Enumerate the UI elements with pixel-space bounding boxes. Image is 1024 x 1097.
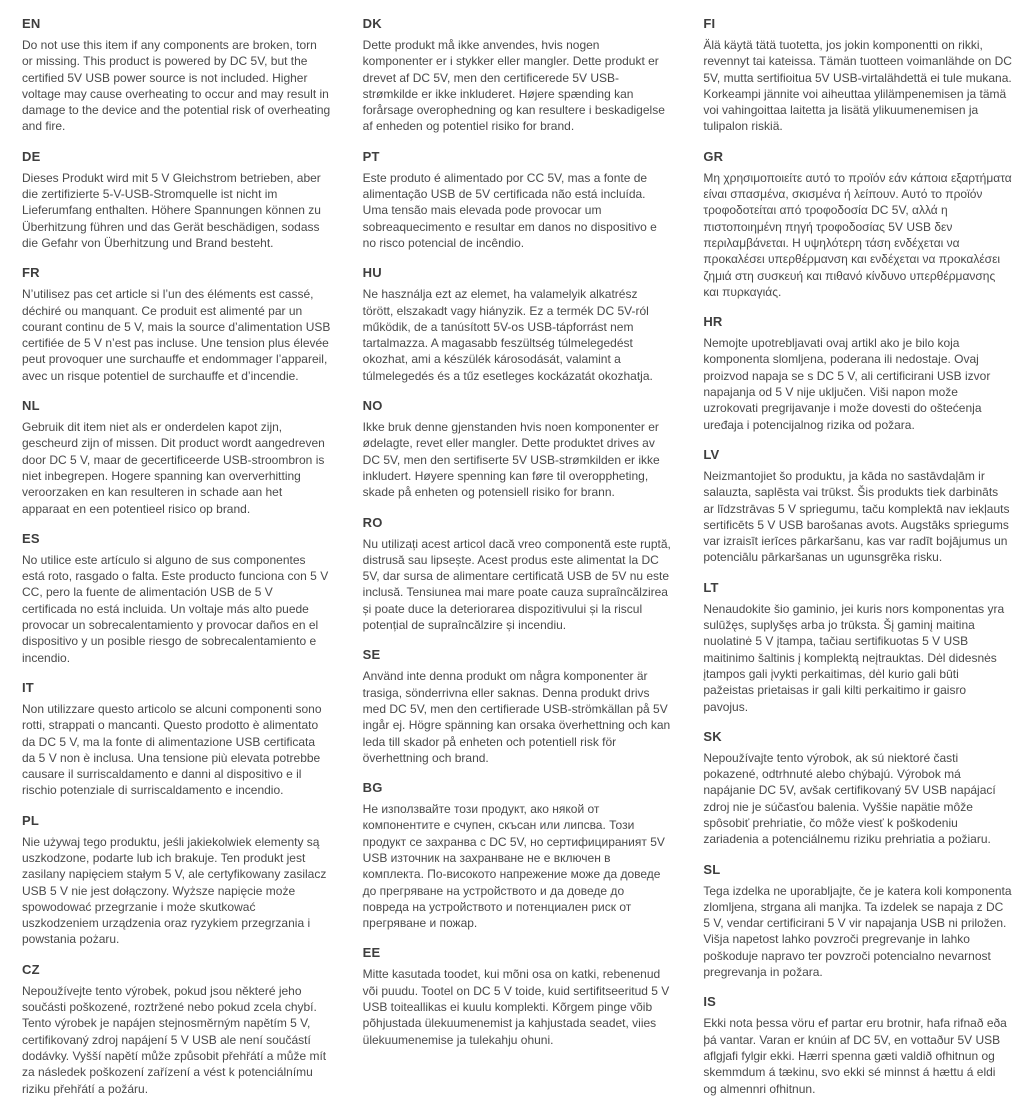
language-section-pl bbox=[22, 813, 331, 948]
language-code-heading: HU bbox=[362, 265, 382, 281]
language-section-pt bbox=[363, 149, 672, 251]
language-section-ee bbox=[363, 945, 672, 1047]
language-warning-text: Nepoužívajte tento výrobok, ak sú niektoré časti pokazené, odtrhnuté alebo chýbajú. Výrobok má napájanie DC 5V, avšak certifikovaný 5V USB napájací zdroj nie je súčasťou balenia. Vyššie napätie môže spôsobiť prehriatie, čo môže viesť k poškodeniu zariadenia a potenciálnemu riziku prehriatia a požiaru. bbox=[703, 750, 996, 847]
language-warning-text: Dette produkt må ikke anvendes, hvis nogen komponenter er i stykker eller mangler. Dette produkt er drevet af DC 5V, men den certificerede 5V USB-strømkilde er ikke inkluderet. Højere spænding kan forårsage overophedning og kan resultere i beskadigelse af enheden og potentiel risiko for brand. bbox=[362, 38, 665, 134]
language-warning-text: Не използвайте този продукт, ако някой от компонентите е счупен, скъсан или липсва. Този продукт се захранва с DC 5V, но сертифицираният 5V USB източник на захранване не е включен в комплекта. По-високото напрежение може да доведе до прегряване на устройството и да доведе до повреда на устройството и потенциален риск от прегряване и пожар. bbox=[362, 802, 665, 931]
language-warning-text: Neizmantojiet šo produktu, ja kāda no sastāvdaļām ir salauzta, saplēsta vai trūkst. Šis produkts tiek darbināts ar līdzstrāvas 5 V spriegumu, taču komplektā nav iekļauts sertificēts 5 V USB barošanas avots. Augstāks spriegums var izraisīt ierīces pārkaršanu, kas var radīt bojājumus un potenciālu pārkaršanas un ugunsgrēka risku. bbox=[703, 468, 1010, 565]
language-code-heading: PT bbox=[362, 148, 380, 164]
language-code-heading: EN bbox=[22, 16, 41, 31]
language-section-hr bbox=[703, 314, 1012, 433]
language-code-heading: HR bbox=[703, 314, 723, 330]
language-warning-text: Tega izdelka ne uporabljajte, če je katera koli komponenta zlomljena, strgana ali manjka. Ta izdelek se napaja z DC 5 V, vendar certificirani 5 V vir napajanja USB ni priložen. Višja napetost lahko povzroči pregrevanje in lahko poškoduje napravo ter povzroči potencialno nevarnost pregrevanja in požara. bbox=[703, 883, 1012, 980]
language-section-ro bbox=[363, 515, 672, 634]
column-2 bbox=[362, 16, 672, 1047]
column-1 bbox=[22, 16, 331, 1096]
language-section-is bbox=[703, 994, 1012, 1096]
language-code-heading: DE bbox=[22, 148, 41, 164]
language-warning-text: Nu utilizați acest articol dacă vreo componentă este ruptă, distrusă sau lipsește. Acest produs este alimentat la DC 5V, dar sursa de alimentare certificată USB de 5V nu este inclusă. Tensiunea mai mare poate cauza supraîncălzirea și poate duce la deteriorarea dispozitivului și la riscul potențial de supraîncălzire și incendiu. bbox=[362, 536, 671, 633]
language-code-heading: NO bbox=[362, 398, 383, 414]
language-code-heading: NL bbox=[22, 398, 40, 414]
language-code-heading: SE bbox=[362, 647, 381, 663]
language-warning-text: Μη χρησιμοποιείτε αυτό το προϊόν εάν κάποια εξαρτήματα είναι σπασμένα, σκισμένα ή λείπουν. Αυτό το προϊόν τροφοδοτείται από τροφοδοσία DC 5V, αλλά η πιστοποιημένη πηγή τροφοδοσίας 5V USB δεν περιλαμβάνεται. Η υψηλότερη τάση ενδέχεται να προκαλέσει υπερθέρμανση και ενδέχεται να προκαλέσει ζημιά στη συσκευή και πιθανό κίνδυνο υπερθέρμανσης και πυρκαγιάς. bbox=[703, 170, 1012, 299]
language-warning-text: Nie używaj tego produktu, jeśli jakiekolwiek elementy są uszkodzone, podarte lub ich brakuje. Ten produkt jest zasilany napięciem stałym 5 V, ale certyfikowany zasilacz USB 5 V nie jest dołączony. Wyższe napięcie może spowodować przegrzanie i może skutkować uszkodzeniem urządzenia oraz ryzykiem przegrzania i powstania pożaru. bbox=[22, 834, 327, 947]
language-section-se bbox=[363, 647, 672, 766]
language-warning-text: Älä käytä tätä tuotetta, jos jokin komponentti on rikki, revennyt tai kateissa. Tämän tuotteen voimanlähde on DC 5V, mutta sertifioitua 5V USB-virtalähdettä ei tule mukana. Korkeampi jännite voi aiheuttaa ylilämpenemisen ja tämä voi vahingoittaa laitetta ja lisätä ylikuumenemisen ja tulipalon riskiä. bbox=[703, 38, 1012, 134]
language-warning-text: No utilice este artículo si alguno de sus componentes está roto, rasgado o falta. Este producto funciona con 5 V CC, pero la fuente de alimentación USB de 5 V certificada no está incluida. Un voltaje más alto puede provocar un sobrecalentamiento y provocar daños en el dispositivo y un posible riesgo de sobrecalentamiento e incendio. bbox=[22, 552, 329, 665]
language-warning-text: Ekki nota þessa vöru ef partar eru brotnir, hafa rifnað eða þá vantar. Varan er knúin af DC 5V, en vottaður 5V USB aflgjafi fylgir ekki. Hærri spenna gæti valdið ofhitnun og skemmdum á tækinu, svo ekki sé minnst á hættu á eldi og almennri ofhitnun. bbox=[703, 1016, 1007, 1096]
language-section-fi bbox=[703, 16, 1012, 135]
language-code-heading: IT bbox=[22, 679, 34, 695]
language-section-lt bbox=[703, 580, 1012, 715]
language-warning-text: Ne használja ezt az elemet, ha valamelyik alkatrész törött, elszakadt vagy hiányzik. Ez a termék DC 5V-ról működik, de a tanúsított 5V-os USB-tápforrást nem tartalmazza. A magasabb feszültség túlmelegedést okozhat, ami a készülék károsodását, valamint a túlmelegedés és a tűz esetleges kockázatát okozhatja. bbox=[362, 287, 653, 383]
language-warning-text: Nepoužívejte tento výrobek, pokud jsou některé jeho součásti poškozené, roztržené nebo pokud zcela chybí. Tento výrobek je napájen stejnosměrným napětím 5 V, certifikovaný zdroj napájení 5 V USB ale není součástí dodávky. Vyšší napětí může způsobit přehřátí a může mít za následek poškození zařízení a vést k potenciálnímu riziku přehřátí a požáru. bbox=[22, 983, 327, 1096]
language-warning-text: Mitte kasutada toodet, kui mõni osa on katki, rebenenud või puudu. Tootel on DC 5 V toide, kuid sertifitseeritud 5 V USB toiteallikas ei kuulu komplekti. Kõrgem pinge võib põhjustada ülekuumenemist ja kahjustada seadet, viies ülekuumenemise ja tulekahju ohuni. bbox=[362, 967, 670, 1047]
language-warning-text: Nenaudokite šio gaminio, jei kuris nors komponentas yra sulūžęs, suplyšęs arba jo trūksta. Šį gaminį maitina nuolatinė 5 V įtampa, tačiau sertifikuotas 5 V USB maitinimo šaltinis į komplektą neįtrauktas. Dėl didesnės įtampos gali įvykti perkaitimas, dėl kurio gali būti pažeistas prietaisas ir gali kilti perkaitimo ir gaisro pavojus. bbox=[703, 601, 1005, 714]
language-code-heading: FI bbox=[703, 16, 716, 31]
language-code-heading: LV bbox=[703, 446, 720, 462]
language-warning-text: N’utilisez pas cet article si l’un des éléments est cassé, déchiré ou manquant. Ce produit est alimenté par un courant continu de 5 V, mais la source d’alimentation USB certifiée de 5 V n’est pas incluse. Une tension plus élevée peut provoquer une surchauffe et endommager l’appareil, avec un risque potentiel de surchauffe et d’incendie. bbox=[22, 287, 331, 383]
language-warning-text: Este produto é alimentado por CC 5V, mas a fonte de alimentação USB de 5V certificada não está incluída. Uma tensão mais elevada pode provocar um sobreaquecimento e resultar em danos no dispositivo e no risco potencial de incêndio. bbox=[362, 170, 657, 250]
language-code-heading: SL bbox=[703, 861, 721, 877]
language-section-fr bbox=[22, 265, 331, 384]
language-code-heading: DK bbox=[362, 16, 382, 31]
language-warning-text: Dieses Produkt wird mit 5 V Gleichstrom betrieben, aber die zertifizierte 5-V-USB-Stromquelle ist nicht im Lieferumfang enthalten. Höhere Spannungen können zu Überhitzung führen und das Gerät beschädigen, sodass die Gefahr von Überhitzung und Brand besteht. bbox=[22, 170, 321, 250]
language-warning-text: Nemojte upotrebljavati ovaj artikl ako je bilo koja komponenta slomljena, poderana ili nedostaje. Ovaj proizvod napaja se s DC 5 V, ali certificirani USB izvor napajanja od 5 V nije uključen. Viši napon može uzrokovati pregrijavanje i može dovesti do oštećenja uređaja i potencijalnog rizika od požara. bbox=[703, 336, 991, 432]
language-code-heading: FR bbox=[22, 265, 40, 281]
language-section-de bbox=[22, 149, 331, 251]
language-section-gr bbox=[703, 149, 1012, 300]
language-warning-text: Ikke bruk denne gjenstanden hvis noen komponenter er ødelagte, revet eller mangler. Dette produktet drives av DC 5V, men den sertifiserte 5V USB-strømkilden er ikke inkludert. Høyere spenning kan føre til overoppheting, skade på enheten og potensiell risiko for brann. bbox=[362, 420, 660, 500]
language-section-cz bbox=[22, 962, 331, 1097]
language-section-sk bbox=[703, 729, 1012, 848]
language-section-nl bbox=[22, 398, 331, 517]
language-code-heading: EE bbox=[362, 945, 381, 961]
language-code-heading: BG bbox=[362, 780, 383, 796]
language-section-en bbox=[22, 16, 331, 135]
language-code-heading: CZ bbox=[22, 961, 40, 977]
language-code-heading: GR bbox=[703, 148, 724, 164]
language-code-heading: RO bbox=[362, 514, 383, 530]
language-code-heading: LT bbox=[703, 579, 719, 595]
language-warning-text: Använd inte denna produkt om några komponenter är trasiga, sönderrivna eller saknas. Denna produkt drivs med DC 5V, men den certifierade USB-strömkällan på 5V ingår ej. Högre spänning kan orsaka överhettning och kan leda till skador på enheten och potentiell risk för överhettning och brand. bbox=[362, 669, 671, 765]
language-warning-text: Gebruik dit item niet als er onderdelen kapot zijn, gescheurd zijn of missen. Dit product wordt aangedreven door DC 5 V, maar de gecertificeerde USB-stroombron is niet inbegrepen. Hogere spanning kan oververhitting veroorzaken en kan resulteren in schade aan het apparaat en een potentieel risico op brand. bbox=[22, 420, 325, 516]
language-section-it bbox=[22, 680, 331, 799]
language-code-heading: ES bbox=[22, 530, 40, 546]
language-code-heading: SK bbox=[703, 728, 722, 744]
language-code-heading: IS bbox=[703, 994, 717, 1010]
language-code-heading: PL bbox=[22, 812, 40, 828]
language-section-dk bbox=[363, 16, 672, 135]
language-section-sl bbox=[703, 862, 1012, 981]
language-warning-text: Non utilizzare questo articolo se alcuni componenti sono rotti, strappati o mancanti. Questo prodotto è alimentato da DC 5 V, ma la fonte di alimentazione USB certificata da 5 V non è inclusa. Una tensione più elevata potrebbe causare il surriscaldamento e danni al dispositivo e il rischio potenziale di surriscaldamento e incendio. bbox=[22, 701, 322, 798]
language-warning-text: Do not use this item if any components are broken, torn or missing. This product is powered by DC 5V, but the certified 5V USB power source is not included. Higher voltage may cause overheating to occur and may result in damage to the device and the potential risk of overheating and fire. bbox=[22, 38, 331, 134]
language-section-bg bbox=[363, 780, 672, 931]
column-3 bbox=[703, 16, 1012, 1096]
language-section-hu bbox=[363, 265, 672, 384]
language-section-es bbox=[22, 531, 331, 666]
language-section-lv bbox=[703, 447, 1012, 566]
language-section-no bbox=[363, 398, 672, 500]
